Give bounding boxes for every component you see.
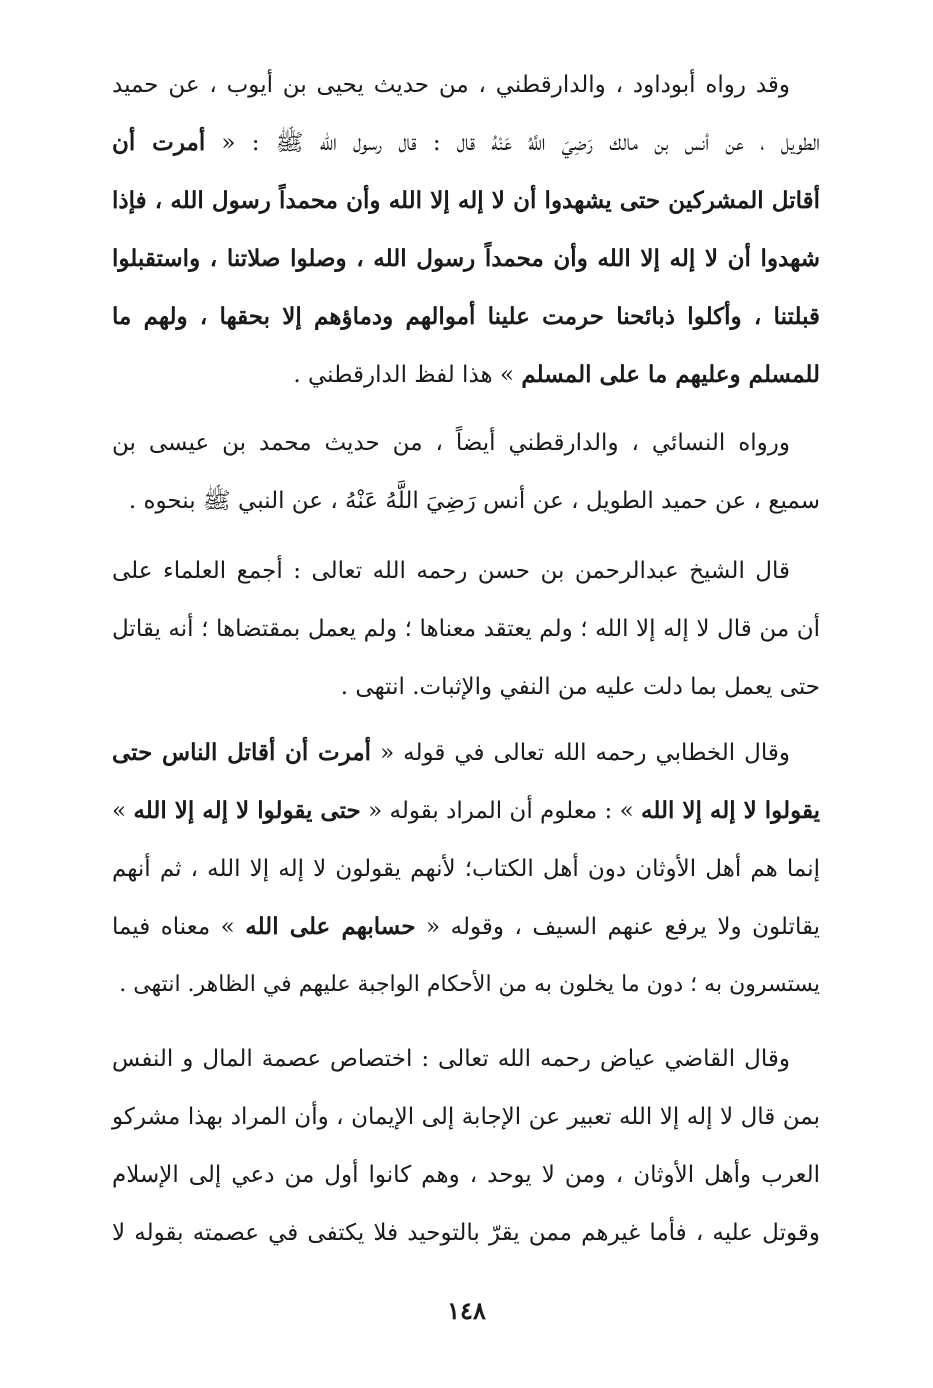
text-line	[112, 172, 820, 230]
hadith-text: يقولوا لا إله إلا الله	[641, 797, 820, 824]
hadith-text: حسابهم على الله	[245, 913, 416, 940]
text-run: وقد رواه أبوداود ، والدارقطني ، من حديث يحيى بن أيوب ، عن حميد	[112, 72, 790, 98]
text-line	[112, 414, 820, 472]
text-run: العرب وأهل الأوثان ، ومن لا يوحد ، وهم كانوا أول من دعي إلى الإسلام	[112, 1162, 820, 1188]
text-line	[112, 1204, 820, 1262]
text-line	[112, 1146, 820, 1204]
text-line	[112, 542, 820, 600]
paragraph-khattabi	[112, 724, 820, 1014]
text-line	[112, 114, 820, 172]
text-run: ورواه النسائي ، والدارقطني أيضاً ، من حديث محمد بن عيسى بن	[112, 430, 790, 456]
text-line	[112, 472, 820, 530]
text-line	[112, 658, 820, 716]
text-line	[112, 346, 820, 404]
paragraph-hadith-daraqutni	[112, 56, 820, 404]
text-line	[112, 898, 820, 956]
text-run: يستسرون به ؛ دون ما يخلون به من الأحكام الواجبة عليهم في الظاهر. انتهى .	[119, 972, 820, 997]
text-run: وقوتل عليه ، فأما غيرهم ممن يقرّ بالتوحيد فلا يكتفى في عصمته بقوله لا	[112, 1220, 820, 1246]
text-line	[112, 288, 820, 346]
text-line	[112, 600, 820, 658]
text-run: » : معلوم أن المراد بقوله «	[360, 798, 641, 824]
text-run: »	[112, 798, 134, 824]
text-run: » هذا لفظ الدارقطني .	[293, 362, 522, 388]
text-run: إنما هم أهل الأوثان دون أهل الكتاب؛ لأنهم يقولون لا إله إلا الله ، ثم أنهم	[112, 856, 820, 882]
hadith-text: حتى يقولوا لا إله إلا الله	[133, 797, 361, 824]
paragraph-qadi-iyad	[112, 1030, 820, 1262]
hadith-text: أقاتل المشركين حتى يشهدوا أن لا إله إلا الله وأن محمداً رسول الله ، فإذا	[112, 187, 820, 214]
text-run: أن من قال لا إله إلا الله ؛ ولم يعتقد معناها ؛ ولم يعمل بمقتضاها ؛ أنه يقاتل	[112, 616, 820, 642]
hadith-text: قبلتنا ، وأكلوا ذبائحنا حرمت علينا أموالهم ودماؤهم إلا بحقها ، ولهم ما	[112, 303, 820, 330]
text-line	[112, 782, 820, 840]
text-run: قال الشيخ عبدالرحمن بن حسن رحمه الله تعالى : أجمع العلماء على	[112, 558, 790, 584]
hadith-text: للمسلم وعليهم ما على المسلم	[521, 361, 820, 388]
text-run: يقاتلون ولا يرفع عنهم السيف ، وقوله «	[415, 914, 820, 940]
text-line	[112, 956, 820, 1014]
hadith-text: أمرت أن	[112, 129, 206, 156]
paragraph-abdulrahman	[112, 542, 820, 716]
text-run: بمن قال لا إله إلا الله تعبير عن الإجابة إلى الإيمان ، وأن المراد بهذا مشركو	[112, 1104, 820, 1130]
text-line	[112, 56, 820, 114]
text-line	[112, 1088, 820, 1146]
text-run: حتى يعمل بما دلت عليه من النفي والإثبات. انتهى .	[340, 674, 820, 700]
text-run: » معناه فيما	[112, 914, 246, 940]
text-run: الطويل ، عن أنس بن مالك رَضِيَ اللَّهُ عَنْهُ قال : قال رسول الله ﷺ : «	[205, 130, 820, 156]
hadith-text: شهدوا أن لا إله إلا الله وأن محمداً رسول الله ، وصلوا صلاتنا ، واستقبلوا	[112, 245, 820, 272]
text-run: وقال القاضي عياض رحمه الله تعالى : اختصاص عصمة المال و النفس	[112, 1046, 790, 1072]
text-run: وقال الخطابي رحمه الله تعالى في قوله «	[371, 740, 790, 766]
text-line	[112, 1030, 820, 1088]
text-run: سميع ، عن حميد الطويل ، عن أنس رَضِيَ اللَّهُ عَنْهُ ، عن النبي ﷺ بنحوه .	[128, 488, 820, 514]
paragraph-nasai	[112, 414, 820, 530]
text-line	[112, 230, 820, 288]
text-line	[112, 724, 820, 782]
hadith-text: أمرت أن أقاتل الناس حتى	[112, 739, 372, 766]
page-number: ١٤٨	[447, 1296, 486, 1325]
text-line	[112, 840, 820, 898]
